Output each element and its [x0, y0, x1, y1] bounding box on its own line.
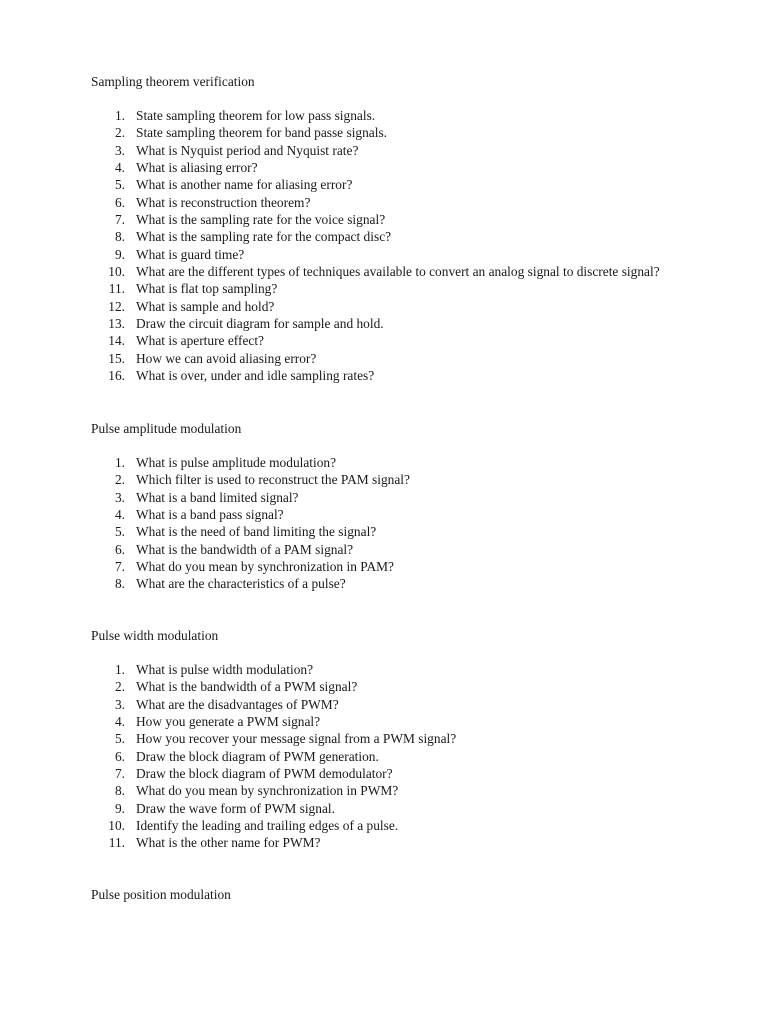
- list-item: 4. What is aliasing error?: [114, 160, 258, 176]
- list-item: 1. What is pulse width modulation?: [114, 662, 314, 677]
- list-item: 9. What is guard time?: [114, 246, 245, 262]
- list-item: 8. What are the characteristics of a pulse?: [114, 576, 346, 592]
- list-item: 3. What is Nyquist period and Nyquist rate?: [114, 142, 359, 158]
- list-item: 14. What is aperture effect?: [108, 333, 265, 349]
- list-item: 2. State sampling theorem for band passe signals.: [114, 125, 388, 141]
- list-item: 7. Draw the block diagram of PWM demodulator?: [114, 766, 393, 782]
- section-heading-pwm: Pulse width modulation: [91, 628, 219, 643]
- question-list-pwm: [91, 661, 697, 852]
- list-item: 2. Which filter is used to reconstruct the PAM signal?: [114, 472, 410, 488]
- list-item: 13. Draw the circuit diagram for sample and hold.: [108, 316, 384, 332]
- list-item: 5. What is the need of band limiting the signal?: [114, 524, 377, 540]
- list-item: 7. What do you mean by synchronization in PAM?: [114, 559, 394, 575]
- list-item: 12. What is sample and hold?: [108, 298, 275, 314]
- list-item: 3. What is a band limited signal?: [114, 489, 299, 505]
- question-list-sampling: [91, 107, 697, 385]
- list-item: 11. What is the other name for PWM?: [108, 835, 321, 851]
- list-item: 10. Identify the leading and trailing edges of a pulse.: [108, 818, 399, 834]
- list-item: 10. What are the different types of techniques available to convert an analog signal to discrete signal?: [108, 264, 660, 280]
- list-item: 7. What is the sampling rate for the voice signal?: [114, 212, 386, 228]
- list-item: 6. Draw the block diagram of PWM generation.: [114, 748, 379, 764]
- list-item: 9. Draw the wave form of PWM signal.: [114, 800, 335, 816]
- list-item: 1. State sampling theorem for low pass signals.: [114, 108, 376, 123]
- section-heading-pam: Pulse amplitude modulation: [91, 421, 242, 436]
- list-item: 4. How you generate a PWM signal?: [114, 714, 321, 730]
- list-item: 1. What is pulse amplitude modulation?: [114, 455, 337, 470]
- section-heading-ppm: Pulse position modulation: [91, 887, 231, 902]
- list-item: 6. What is reconstruction theorem?: [114, 194, 311, 210]
- list-item: 11. What is flat top sampling?: [108, 281, 278, 297]
- question-list-pam: [91, 454, 697, 593]
- section-heading-sampling: Sampling theorem verification: [91, 74, 255, 89]
- list-item: 5. What is another name for aliasing error?: [114, 177, 353, 193]
- list-item: 5. How you recover your message signal from a PWM signal?: [114, 731, 457, 747]
- list-item: 8. What is the sampling rate for the compact disc?: [114, 229, 392, 245]
- list-item: 3. What are the disadvantages of PWM?: [114, 696, 339, 712]
- list-item: 16. What is over, under and idle sampling rates?: [108, 368, 375, 384]
- list-item: 8. What do you mean by synchronization in PWM?: [114, 783, 399, 799]
- list-item: 4. What is a band pass signal?: [114, 507, 284, 523]
- list-item: 2. What is the bandwidth of a PWM signal?: [114, 679, 358, 695]
- list-item: 15. How we can avoid aliasing error?: [108, 350, 317, 366]
- list-item: 6. What is the bandwidth of a PAM signal?: [114, 541, 354, 557]
